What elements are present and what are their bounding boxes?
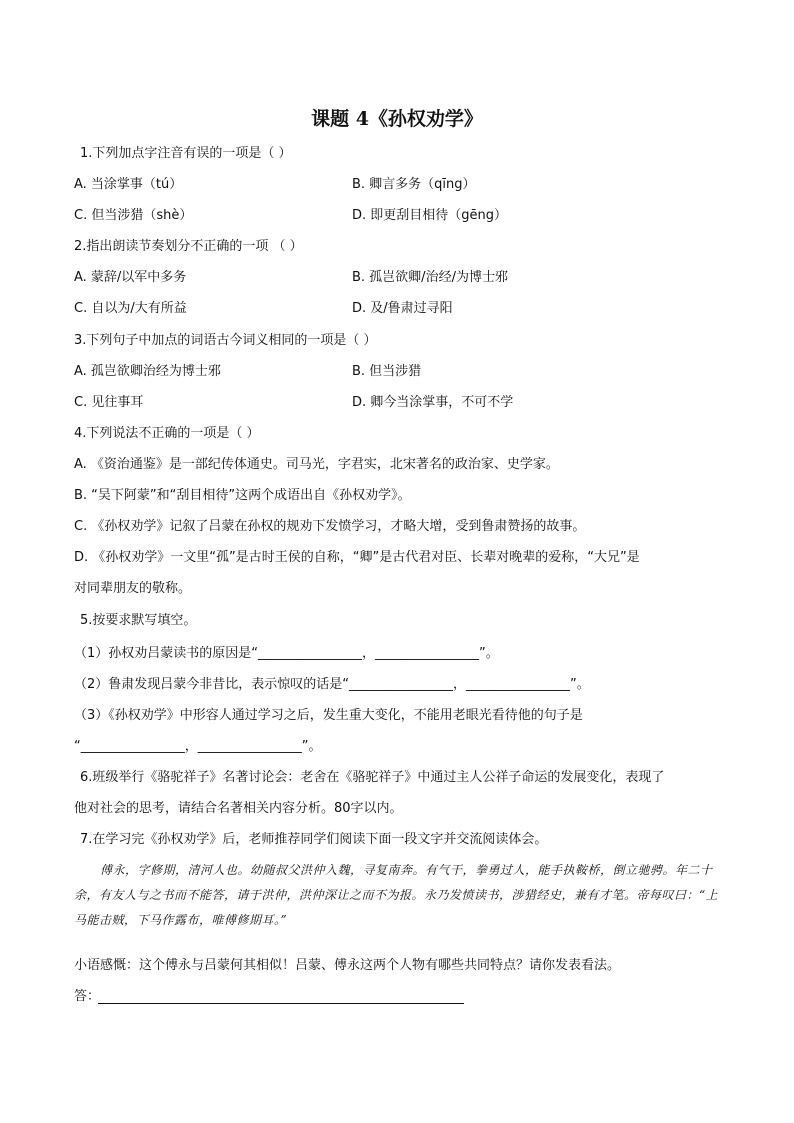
question-4-option-c: C. 《孙权劝学》记叙了吕蒙在孙权的规劝下发愤学习，才略大增，受到鲁肃赞扬的故事。 (74, 519, 586, 534)
question-1-option-b: B. 卿言多务（qīng） (352, 177, 476, 192)
page-title: 课题 4《孙权劝学》 (311, 108, 483, 130)
question-5-blank-2: （2）鲁肃发现吕蒙今非昔比，表示惊叹的话是“________________，________________”。 (74, 677, 590, 692)
reading-passage: 傅永，字修期，清河人也。幼随叔父洪仲入魏，寻复南奔。有气干，拳勇过人，能手执鞍桥，倒立驰骋。年二十余，有友人与之书而不能答，请于洪仲，洪仲深让之而不为报。永乃发愤读书，涉猎经史，兼有才笔。帝每叹曰：“上马能击贼，下马作露布，唯傅修期耳。” (74, 863, 719, 927)
question-5-blank-3: （3）《孙权劝学》中形容人通过学习之后，发生重大变化，不能用老眼光看待他的句子是 (74, 708, 583, 723)
question-2-option-a: A. 蒙辞/以军中多务 (74, 270, 187, 285)
question-2-stem: 2.指出朗读节奏划分不正确的一项 （ ） (74, 239, 303, 254)
question-3-option-a: A. 孤岂欲卿治经为博士邪 (74, 364, 221, 379)
question-5-blank-1: （1）孙权劝吕蒙读书的原因是“________________，________________”。 (74, 646, 499, 661)
question-3-option-b: B. 但当涉猎 (352, 364, 422, 379)
answer-line[interactable] (98, 1003, 464, 1004)
question-4-option-a: A. 《资治通鉴》是一部纪传体通史。司马光，字君实，北宋著名的政治家、史学家。 (74, 457, 559, 472)
question-3-stem: 3.下列句子中加点的词语古今词义相同的一项是（ ） (74, 333, 377, 348)
question-5-blank-3-line: “________________，________________”。 (74, 739, 322, 754)
question-1-stem: 1.下列加点字注音有误的一项是（ ） (80, 146, 292, 161)
question-2-option-d: D. 及/鲁肃过寻阳 (352, 301, 453, 316)
question-5-stem: 5.按要求默写填空。 (80, 613, 197, 628)
question-1-option-a: A. 当涂掌事（tú） (74, 177, 183, 192)
question-1-option-c: C. 但当涉猎（shè） (74, 208, 193, 223)
question-4-option-b: B. “吴下阿蒙”和“刮目相待”这两个成语出自《孙权劝学》。 (74, 488, 411, 503)
answer-label: 答： (74, 989, 101, 1004)
question-2-option-b: B. 孤岂欲卿/治经/为博士邪 (352, 270, 508, 285)
question-1-option-d: D. 即更刮目相待（gēng） (352, 208, 508, 223)
question-6-stem: 6.班级举行《骆驼祥子》名著讨论会：老舍在《骆驼祥子》中通过主人公祥子命运的发展变化，表现了 (80, 770, 665, 785)
question-7-stem: 7.在学习完《孙权劝学》后，老师推荐同学们阅读下面一段文字并交流阅读体会。 (80, 832, 548, 847)
question-2-option-c: C. 自以为/大有所益 (74, 301, 187, 316)
question-4-option-d-cont: 对同辈朋友的敬称。 (74, 581, 192, 596)
question-7-prompt: 小语感慨：这个傅永与吕蒙何其相似！吕蒙、傅永这两个人物有哪些共同特点？请你发表看法。 (74, 958, 621, 973)
question-6-stem-cont: 他对社会的思考，请结合名著相关内容分析。80字以内。 (74, 801, 403, 816)
question-3-option-d: D. 卿今当涂掌事，不可不学 (352, 395, 514, 410)
question-3-option-c: C. 见往事耳 (74, 395, 144, 410)
question-4-option-d: D. 《孙权劝学》一文里“孤”是古时王侯的自称，“卿”是古代君对臣、长辈对晚辈的爱称，“大兄”是 (74, 550, 640, 565)
question-4-stem: 4.下列说法不正确的一项是（ ） (74, 426, 260, 441)
